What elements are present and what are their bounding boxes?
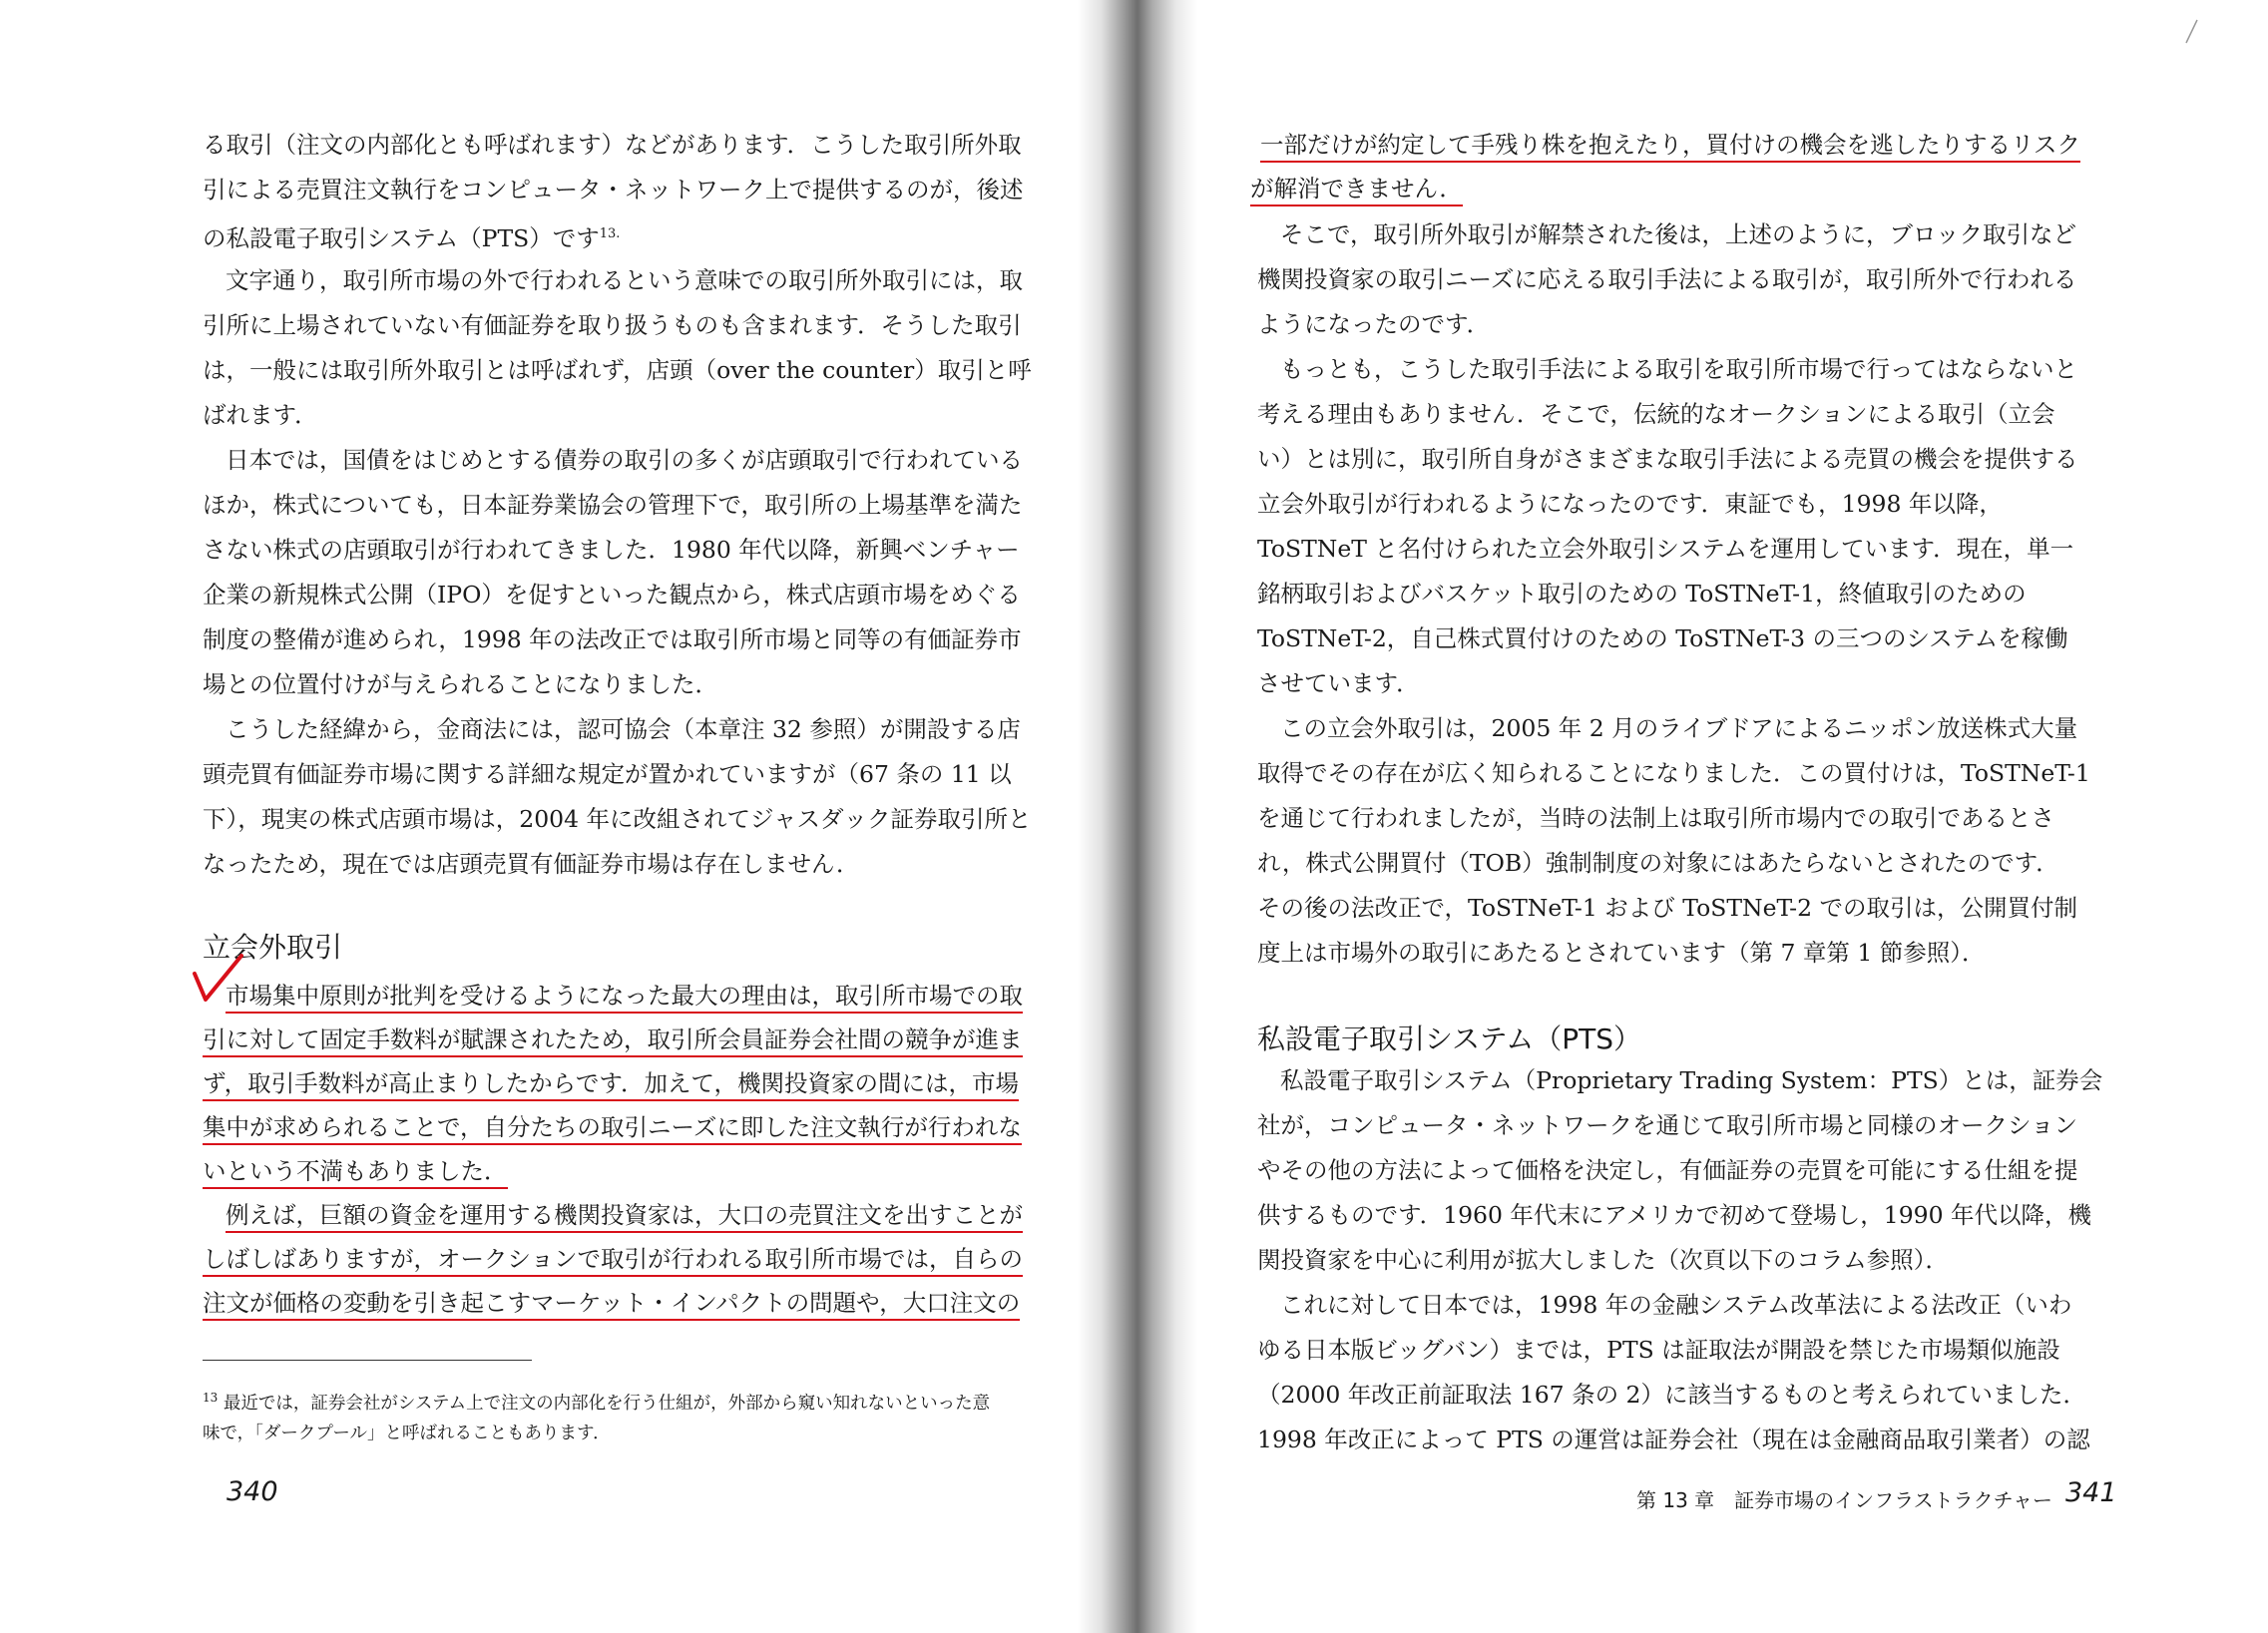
left-line-14: こうした経緯から，金商法には，認可協会（本章注 32 参照）が開設する店 <box>226 715 1021 743</box>
left-line-16: 下），現実の株式店頭市場は，2004 年に改組されてジャスダック証券取引所と <box>203 805 1032 833</box>
footnote-13-text-1: 最近では，証券会社がシステム上で注文の内部化を行う仕組が，外部から窺い知れないといった意 <box>223 1393 991 1414</box>
left-line-2: 引による売買注文執行をコンピュータ・ネットワーク上で提供するのが，後述 <box>203 176 1024 204</box>
right-pts-line-1: 私設電子取引システム（Proprietary Trading System：PTS）とは，証券会 <box>1280 1066 2103 1094</box>
right-line-11: させています． <box>1257 669 1420 697</box>
left-line-15: 頭売買有価証券市場に関する詳細な規定が置かれていますが（67 条の 11 以 <box>203 760 1012 788</box>
left-underlined-line-2: 引に対して固定手数料が賦課されたため，取引所会員証券会社間の競争が進ま <box>203 1024 1023 1057</box>
right-line-9: 銘柄取引およびバスケット取引のための ToSTNeT-1，終値取引のための <box>1257 580 2027 608</box>
left-line-12: 制度の整備が進められ，1998 年の法改正では取引所市場と同等の有価証券市 <box>203 625 1022 653</box>
left-line-3 <box>203 219 620 253</box>
right-pts-line-7: ゆる日本版ビッグバン）までは，PTS は証取法が開設を禁じた市場類似施設 <box>1257 1336 2060 1364</box>
right-line-1: そこで，取引所外取引が解禁された後は，上述のように，ブロック取引など <box>1280 220 2077 248</box>
right-line-14: を通じて行われましたが，当時の法制上は取引所市場内での取引であるとさ <box>1257 804 2054 832</box>
left-line-17: なったため，現在では店頭売買有価証券市場は存在しません． <box>203 850 860 878</box>
left-line-5: 引所に上場されていない有価証券を取り扱うものも含まれます．そうした取引 <box>203 311 1022 339</box>
left-line-4: 文字通り，取引所市場の外で行われるという意味での取引所外取引には，取 <box>226 266 1023 294</box>
left-page <box>0 0 1098 1633</box>
section-heading-pts: 私設電子取引システム（PTS） <box>1257 1022 1641 1055</box>
footnote-divider <box>203 1360 532 1361</box>
right-pts-line-6: これに対して日本では，1998 年の金融システム改革法による法改正（いわ <box>1280 1291 2072 1319</box>
left-line-3-text: の私設電子取引システム（PTS）です <box>203 223 600 252</box>
left-underlined-line-6: 例えば，巨額の資金を運用する機関投資家は，大口の売買注文を出すことが <box>226 1200 1023 1233</box>
left-line-10: さない株式の店頭取引が行われてきました．1980 年代以降，新興ベンチャー <box>203 536 1020 564</box>
left-line-9: ほか，株式についても，日本証券業協会の管理下で，取引所の上場基準を満た <box>203 491 1023 519</box>
section-heading-tachiaigai: 立会外取引 <box>203 931 343 964</box>
left-underlined-line-4: 集中が求められることで，自分たちの取引ニーズに即した注文執行が行われな <box>203 1112 1022 1145</box>
right-line-4: もっとも，こうした取引手法による取引を取引所市場で行ってはならないと <box>1280 355 2077 383</box>
right-underlined-line-1: 一部だけが約定して手残り株を抱えたり，買付けの機会を逃したりするリスク <box>1260 130 2080 163</box>
footnote-ref-13: 13. <box>599 226 621 241</box>
left-underlined-line-8: 注文が価格の変動を引き起こすマーケット・インパクトの問題や，大口注文の <box>203 1288 1020 1321</box>
right-line-5: 考える理由もありません．そこで，伝統的なオークションによる取引（立会 <box>1257 400 2055 428</box>
right-line-12: この立会外取引は，2005 年 2 月のライブドアによるニッポン放送株式大量 <box>1280 714 2078 742</box>
right-underlined-line-2: が解消できません． <box>1250 174 1463 206</box>
right-line-8: ToSTNeT と名付けられた立会外取引システムを運用しています．現在，単一 <box>1257 535 2074 563</box>
right-pts-line-5: 関投資家を中心に利用が拡大しました（次頁以下のコラム参照）． <box>1257 1246 1950 1274</box>
running-head: 第 13 章 証券市場のインフラストラクチャー <box>1636 1488 2052 1512</box>
right-pts-line-8: （2000 年改正前証取法 167 条の 2）に該当するものと考えられていました． <box>1257 1381 2086 1409</box>
right-line-3: ようになったのです． <box>1257 310 1491 338</box>
left-underlined-line-5: いという不満もありました． <box>203 1156 508 1189</box>
right-line-16: その後の法改正で，ToSTNeT-1 および ToSTNeT-2 での取引は，公開買付制 <box>1257 894 2077 922</box>
footnote-13-line-1 <box>203 1385 990 1417</box>
left-underlined-line-1: 市場集中原則が批判を受けるようになった最大の理由は，取引所市場での取 <box>226 981 1023 1014</box>
right-line-15: れ，株式公開買付（TOB）強制制度の対象にはあたらないとされたのです． <box>1257 849 2059 877</box>
left-line-7: ばれます． <box>203 401 318 429</box>
footnote-13-line-2: 味で，「ダークプール」と呼ばれることもあります． <box>203 1424 611 1443</box>
scan-mark-icon <box>2183 18 2199 46</box>
right-line-13: 取得でその存在が広く知られることになりました．この買付けは，ToSTNeT-1 <box>1257 759 2090 787</box>
right-line-6: い）とは別に，取引所自身がさまざまな取引手法による売買の機会を提供する <box>1257 445 2078 473</box>
right-line-17: 度上は市場外の取引にあたるとされています（第 7 章第 1 節参照）． <box>1257 939 1986 967</box>
right-pts-line-3: やその他の方法によって価格を決定し，有価証券の売買を可能にする仕組を提 <box>1257 1156 2078 1184</box>
right-page <box>1167 0 2268 1633</box>
right-line-2: 機関投資家の取引ニーズに応える取引手法による取引が，取引所外で行われる <box>1257 265 2077 293</box>
left-line-8: 日本では，国債をはじめとする債券の取引の多くが店頭取引で行われている <box>226 446 1023 474</box>
page-number-right: 341 <box>2065 1477 2117 1508</box>
footnote-13-marker: 13 <box>203 1391 219 1405</box>
left-line-1: る取引（注文の内部化とも呼ばれます）などがあります．こうした取引所外取 <box>203 131 1022 159</box>
left-line-11: 企業の新規株式公開（IPO）を促すといった観点から，株式店頭市場をめぐる <box>203 581 1021 609</box>
page-number-left: 340 <box>227 1476 278 1507</box>
left-line-6: は，一般には取引所外取引とは呼ばれず，店頭（over the counter）取引と呼 <box>203 356 1032 384</box>
right-pts-line-2: 社が，コンピュータ・ネットワークを通じて取引所市場と同様のオークション <box>1257 1111 2078 1139</box>
right-line-7: 立会外取引が行われるようになったのです．東証でも，1998 年以降， <box>1257 490 2003 518</box>
right-line-10: ToSTNeT-2，自己株式買付けのための ToSTNeT-3 の三つのシステムを稼働 <box>1257 624 2068 652</box>
right-pts-line-4: 供するものです．1960 年代末にアメリカで初めて登場し，1990 年代以降，機 <box>1257 1201 2092 1229</box>
right-pts-line-9: 1998 年改正によって PTS の運営は証券会社（現在は金融商品取引業者）の認 <box>1257 1426 2090 1453</box>
left-line-13: 場との位置付けが与えられることになりました． <box>203 670 718 698</box>
left-underlined-line-3: ず，取引手数料が高止まりしたからです．加えて，機関投資家の間には，市場 <box>203 1068 1019 1101</box>
left-underlined-line-7: しばしばありますが，オークションで取引が行われる取引所市場では，自らの <box>203 1244 1023 1277</box>
